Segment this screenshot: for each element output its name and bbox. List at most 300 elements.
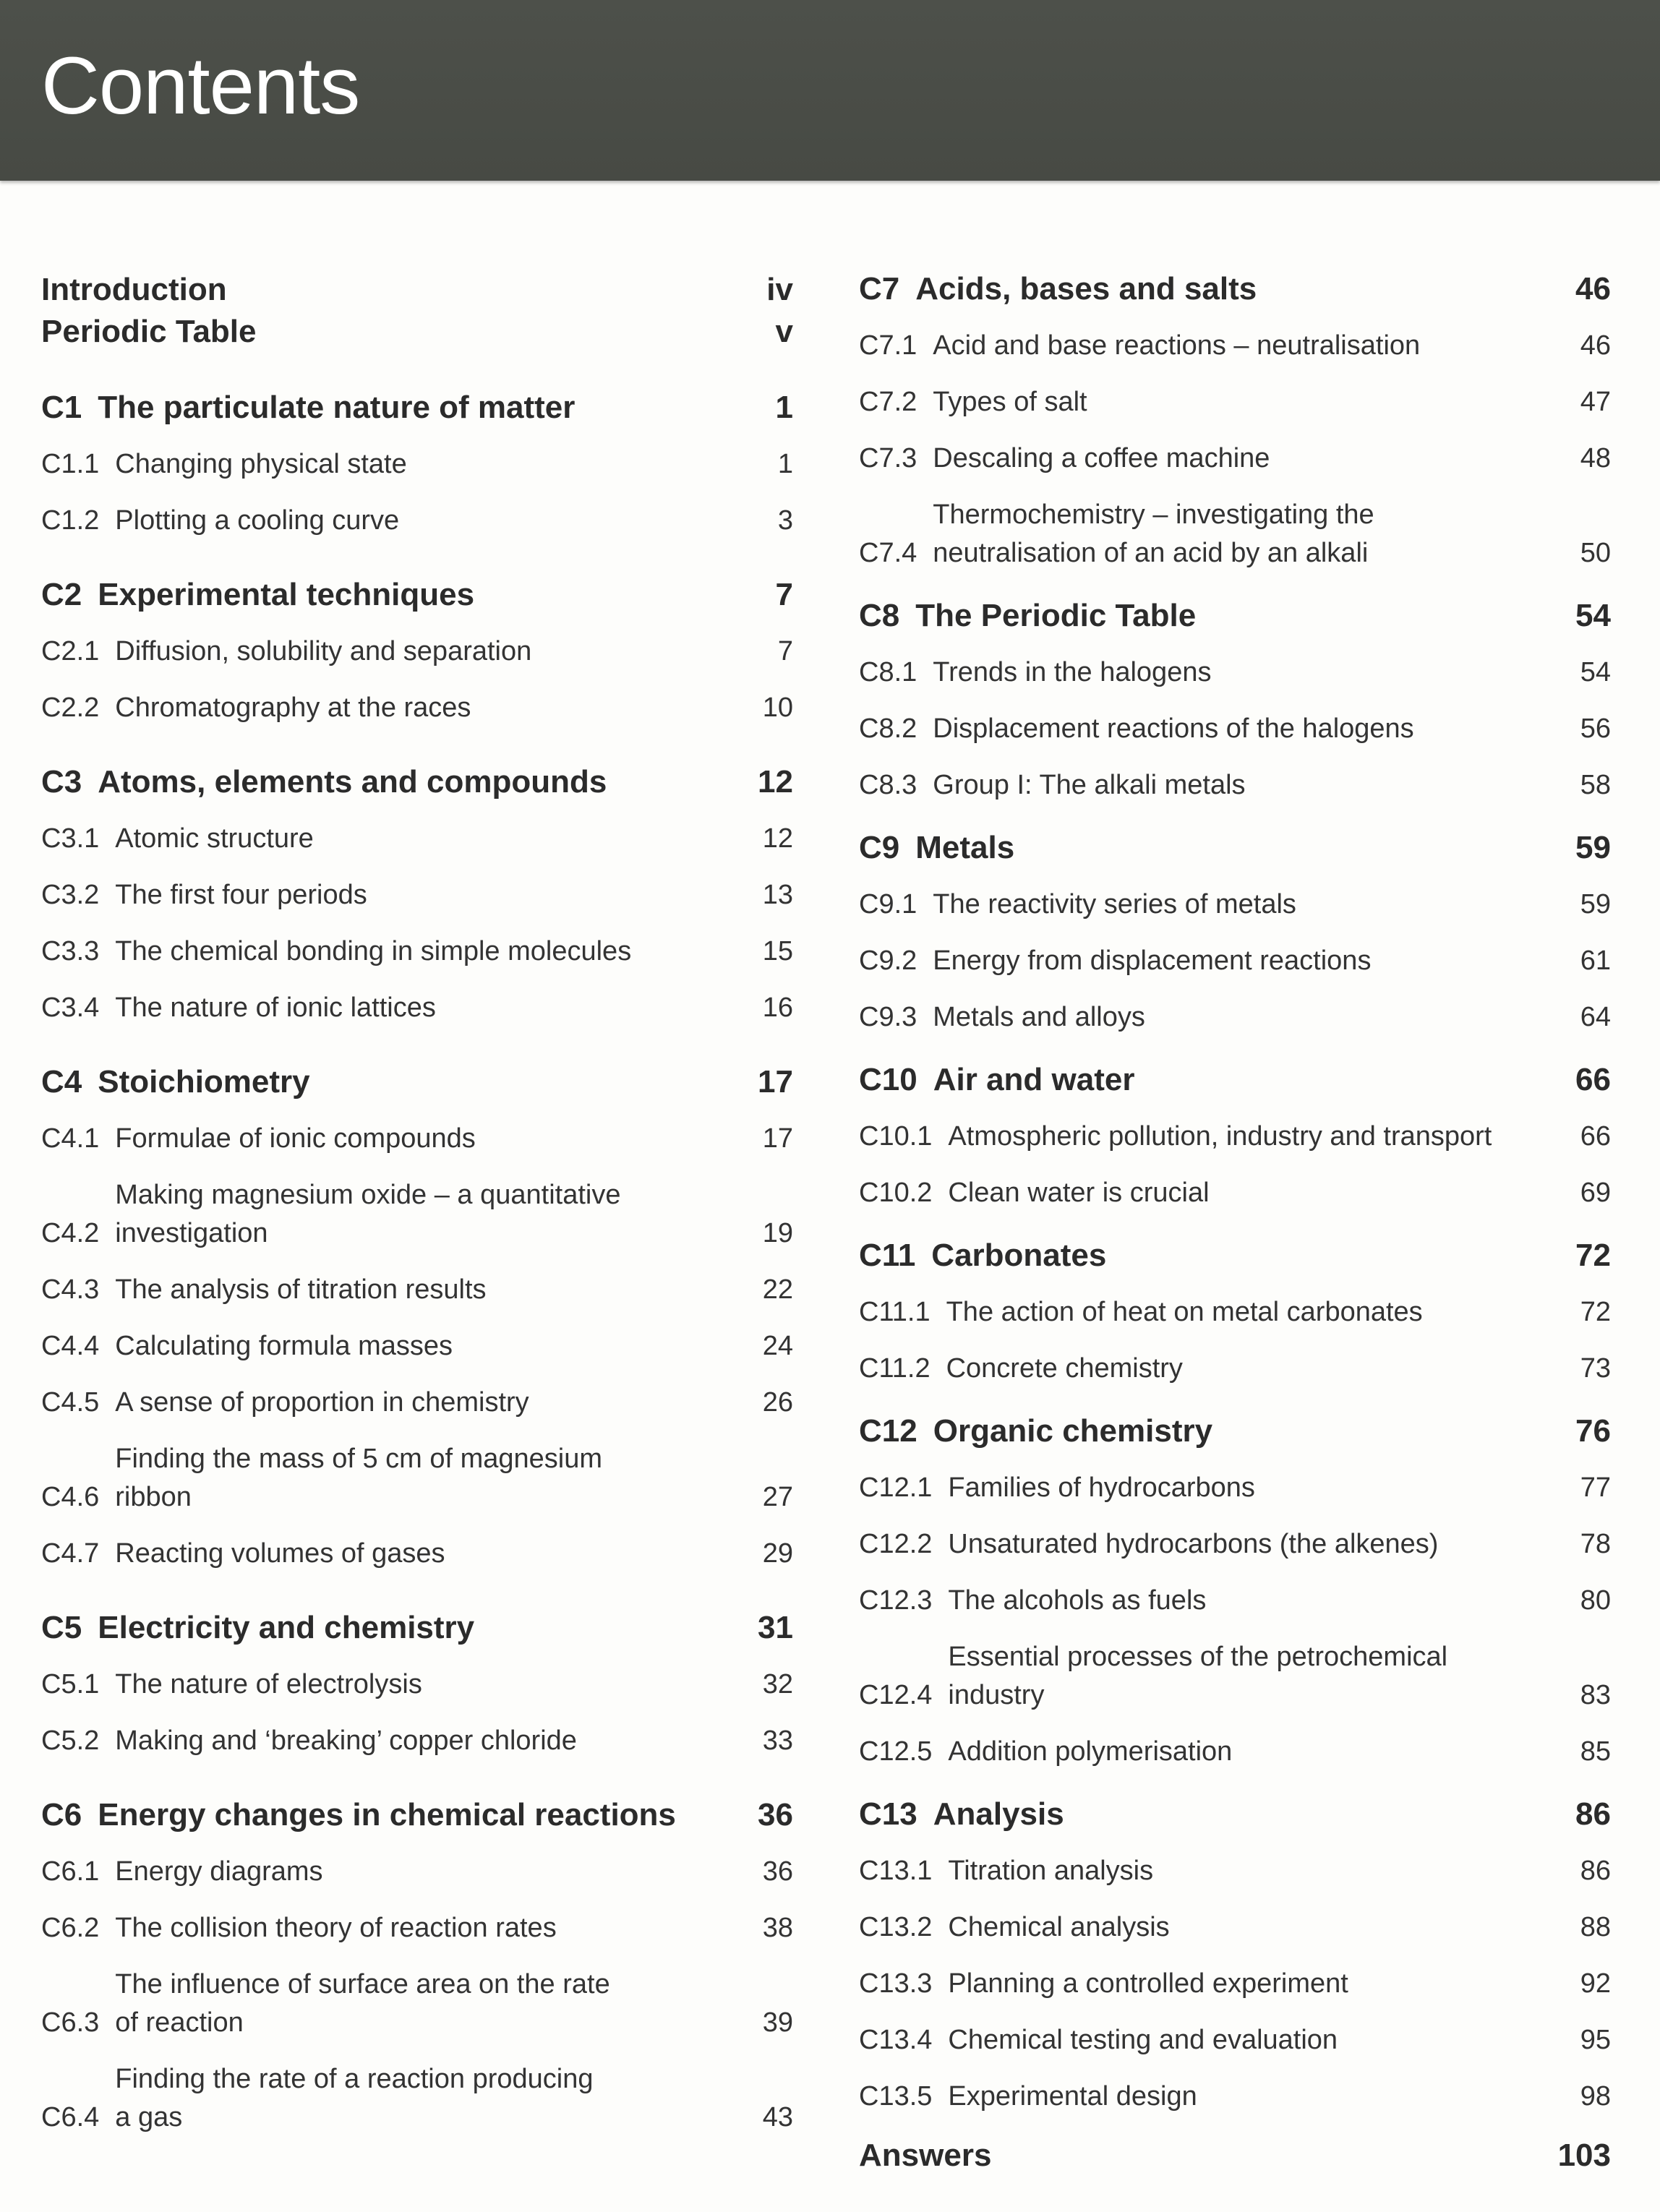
section-entry[interactable] xyxy=(41,1535,793,1573)
header-banner xyxy=(0,0,1660,181)
entry-code: C8.1 xyxy=(859,657,917,687)
section-entry[interactable] xyxy=(41,1853,793,1891)
entry-title-line: Unsaturated hydrocarbons (the alkenes) xyxy=(948,1529,1439,1559)
entry-code: C1 xyxy=(41,390,82,425)
front-matter-entry[interactable] xyxy=(41,311,793,353)
entry-title-line: Formulae of ionic compounds xyxy=(115,1123,476,1154)
entry-code: C7.1 xyxy=(859,330,917,361)
entry-title-line: Descaling a coffee machine xyxy=(933,443,1270,473)
section-entry[interactable] xyxy=(859,1293,1611,1332)
section-entry[interactable] xyxy=(859,710,1611,748)
entry-title-line: The action of heat on metal carbonates xyxy=(946,1297,1423,1327)
section-entry[interactable] xyxy=(41,1271,793,1309)
page-number: 39 xyxy=(762,2007,793,2038)
page-number: 83 xyxy=(1580,1680,1611,1710)
section-entry[interactable] xyxy=(41,689,793,727)
page-number: 1 xyxy=(777,449,793,479)
entry-code: C8 xyxy=(859,598,900,633)
section-entry[interactable] xyxy=(41,1722,793,1760)
entry-title xyxy=(115,689,748,727)
page-number: 31 xyxy=(758,1610,793,1645)
chapter-entry[interactable] xyxy=(41,575,793,615)
entry-title-line: Making magnesium oxide – a quantitative xyxy=(115,1180,621,1210)
entry-code: C3.1 xyxy=(41,823,100,854)
entry-code: C12.1 xyxy=(859,1472,933,1503)
page-number: 12 xyxy=(762,823,793,854)
entry-code: C12.4 xyxy=(859,1680,933,1710)
entry-title-line: Introduction xyxy=(41,272,227,307)
section-entry[interactable] xyxy=(859,1118,1611,1156)
entry-title-line: Types of salt xyxy=(933,387,1087,417)
section-entry[interactable] xyxy=(859,886,1611,924)
entry-code: C7.2 xyxy=(859,387,917,417)
entry-code: C3.4 xyxy=(41,993,100,1023)
page-number: 29 xyxy=(762,1538,793,1569)
page-number: 86 xyxy=(1575,1796,1611,1832)
page-number: 95 xyxy=(1580,2025,1611,2055)
entry-title xyxy=(948,1852,1565,1890)
entry-title-line: Metals xyxy=(915,830,1015,865)
entry-code: C7.4 xyxy=(859,538,917,568)
page-number: 61 xyxy=(1580,946,1611,976)
entry-title xyxy=(41,311,257,353)
entry-code: C2.2 xyxy=(41,693,100,723)
page-number: 66 xyxy=(1575,1062,1611,1097)
section-entry[interactable] xyxy=(41,445,793,484)
chapter-entry[interactable] xyxy=(41,762,793,802)
section-entry[interactable] xyxy=(859,383,1611,421)
section-entry[interactable] xyxy=(859,1582,1611,1620)
entry-title xyxy=(948,1638,1565,1715)
page-number: 36 xyxy=(758,1797,793,1832)
entry-code: C13.4 xyxy=(859,2025,933,2055)
section-entry[interactable] xyxy=(41,1327,793,1366)
section-entry[interactable] xyxy=(41,502,793,540)
entry-title xyxy=(98,575,761,615)
page-number: 78 xyxy=(1580,1529,1611,1559)
section-entry[interactable] xyxy=(859,327,1611,365)
page-number: 38 xyxy=(762,1913,793,1943)
page-number: 33 xyxy=(762,1726,793,1756)
entry-title xyxy=(115,933,748,971)
entry-code: C10.1 xyxy=(859,1121,933,1152)
page-number: 56 xyxy=(1580,713,1611,744)
entry-title xyxy=(946,1293,1566,1332)
page-number: 77 xyxy=(1580,1472,1611,1503)
page-number: 64 xyxy=(1580,1002,1611,1032)
entry-title xyxy=(98,1795,743,1835)
entry-title-line: Calculating formula masses xyxy=(115,1331,453,1361)
page-number: 36 xyxy=(762,1856,793,1887)
entry-title-line: Chemical testing and evaluation xyxy=(948,2025,1338,2055)
entry-title-line: Energy diagrams xyxy=(115,1856,323,1887)
entry-title xyxy=(948,1582,1565,1620)
entry-title-line: The analysis of titration results xyxy=(115,1274,487,1305)
section-entry[interactable] xyxy=(859,1525,1611,1564)
entry-title xyxy=(948,1118,1565,1156)
entry-title-line: Finding the rate of a reaction producing xyxy=(115,2064,594,2094)
entry-title xyxy=(115,1853,748,1891)
entry-title xyxy=(115,633,763,671)
entry-title-line: Diffusion, solubility and separation xyxy=(115,636,532,666)
chapter-entry[interactable] xyxy=(41,387,793,428)
page-number: 32 xyxy=(762,1669,793,1699)
entry-title-line: Organic chemistry xyxy=(933,1413,1213,1449)
section-entry[interactable] xyxy=(41,1384,793,1422)
section-entry[interactable] xyxy=(41,876,793,914)
section-entry[interactable] xyxy=(859,1638,1611,1715)
page-number: 1 xyxy=(775,390,793,425)
entry-code: C11.1 xyxy=(859,1297,930,1327)
section-entry[interactable] xyxy=(41,633,793,671)
section-entry[interactable] xyxy=(859,440,1611,478)
entry-title xyxy=(948,1469,1565,1507)
section-entry[interactable] xyxy=(859,1469,1611,1507)
entry-code: C13.2 xyxy=(859,1912,933,1942)
entry-title-line: Stoichiometry xyxy=(98,1064,310,1099)
section-entry[interactable] xyxy=(41,820,793,858)
entry-code: C4.6 xyxy=(41,1482,100,1512)
entry-title xyxy=(933,1060,1561,1100)
page-number: 92 xyxy=(1580,1968,1611,1999)
entry-code: C10.2 xyxy=(859,1178,933,1208)
entry-code: C11 xyxy=(859,1238,916,1273)
entry-title-line: Energy from displacement reactions xyxy=(933,946,1372,976)
entry-title-line: investigation xyxy=(115,1218,268,1248)
entry-title-line: Changing physical state xyxy=(115,449,407,479)
section-entry[interactable] xyxy=(41,1666,793,1704)
page-title: Contents xyxy=(41,40,360,131)
page-number: 48 xyxy=(1580,443,1611,473)
entry-code: C2 xyxy=(41,577,82,612)
entry-title-line: Experimental design xyxy=(948,2081,1197,2112)
entry-title-line: The particulate nature of matter xyxy=(98,390,576,425)
front-matter-entry[interactable] xyxy=(859,2135,1611,2177)
chapter-entry[interactable] xyxy=(859,828,1611,868)
page-number: 24 xyxy=(762,1331,793,1361)
page-number: 27 xyxy=(762,1482,793,1512)
entry-title xyxy=(115,1965,748,2042)
page-number: 73 xyxy=(1580,1353,1611,1384)
entry-code: C4.2 xyxy=(41,1218,100,1248)
entry-title xyxy=(115,502,763,540)
entry-title xyxy=(933,327,1565,365)
entry-code: C1.2 xyxy=(41,505,100,536)
entry-title-line: Clean water is crucial xyxy=(948,1178,1210,1208)
page-number: 59 xyxy=(1575,830,1611,865)
entry-title xyxy=(948,2021,1565,2059)
entry-title-line: The nature of electrolysis xyxy=(115,1669,422,1699)
entry-title-line: Acids, bases and salts xyxy=(915,271,1257,306)
entry-code: C6.3 xyxy=(41,2007,100,2038)
page-number: 50 xyxy=(1580,538,1611,568)
entry-title-line: Families of hydrocarbons xyxy=(948,1472,1255,1503)
entry-title-line: Atmospheric pollution, industry and transport xyxy=(948,1121,1492,1152)
entry-code: C9.3 xyxy=(859,1002,917,1032)
section-entry[interactable] xyxy=(859,2021,1611,2059)
entry-title-line: Atomic structure xyxy=(115,823,314,854)
page-number: 17 xyxy=(762,1123,793,1154)
entry-title-line: Displacement reactions of the halogens xyxy=(933,713,1414,744)
entry-code: C3 xyxy=(41,764,82,800)
page-number: 85 xyxy=(1580,1736,1611,1767)
entry-title xyxy=(115,989,748,1027)
chapter-entry[interactable] xyxy=(859,1794,1611,1835)
entry-code: C4.1 xyxy=(41,1123,100,1154)
page-number: 19 xyxy=(762,1218,793,1248)
entry-title-line: Group I: The alkali metals xyxy=(933,770,1246,800)
page-number: 54 xyxy=(1580,657,1611,687)
entry-title-line: neutralisation of an acid by an alkali xyxy=(933,538,1369,568)
entry-title xyxy=(933,998,1565,1037)
page-number: 46 xyxy=(1580,330,1611,361)
entry-code: C9.2 xyxy=(859,946,917,976)
section-entry[interactable] xyxy=(41,1176,793,1253)
entry-title-line: The Periodic Table xyxy=(915,598,1197,633)
page-number: 13 xyxy=(762,880,793,910)
entry-code: C2.1 xyxy=(41,636,100,666)
section-entry[interactable] xyxy=(859,1908,1611,1947)
entry-title xyxy=(948,1174,1565,1212)
page-number: 46 xyxy=(1575,271,1611,306)
chapter-entry[interactable] xyxy=(859,1411,1611,1452)
front-matter-entry[interactable] xyxy=(41,269,793,311)
chapter-entry[interactable] xyxy=(41,1795,793,1835)
entry-title-line: Carbonates xyxy=(931,1238,1107,1273)
entry-code: C5.2 xyxy=(41,1726,100,1756)
entry-code: C3.3 xyxy=(41,936,100,966)
page-number: 54 xyxy=(1575,598,1611,633)
entry-title-line: The nature of ionic lattices xyxy=(115,993,436,1023)
entry-title-line: Plotting a cooling curve xyxy=(115,505,400,536)
entry-code: C4.5 xyxy=(41,1387,100,1418)
entry-title xyxy=(98,1062,743,1102)
entry-title xyxy=(933,1794,1561,1835)
entry-title xyxy=(915,596,1561,636)
chapter-entry[interactable] xyxy=(41,1062,793,1102)
entry-title xyxy=(948,1965,1565,2003)
entry-title-line: Experimental techniques xyxy=(98,577,475,612)
entry-title xyxy=(933,886,1565,924)
entry-title-line: Atoms, elements and compounds xyxy=(98,764,607,800)
chapter-entry[interactable] xyxy=(41,1608,793,1648)
section-entry[interactable] xyxy=(859,766,1611,805)
entry-code: C7.3 xyxy=(859,443,917,473)
entry-title-line: The alcohols as fuels xyxy=(948,1585,1207,1616)
entry-title xyxy=(115,1909,748,1947)
entry-code: C4 xyxy=(41,1064,82,1099)
page-number: 69 xyxy=(1580,1178,1611,1208)
page-number: iv xyxy=(766,272,793,307)
entry-code: C6 xyxy=(41,1797,82,1832)
entry-title xyxy=(933,440,1565,478)
entry-code: C6.1 xyxy=(41,1856,100,1887)
entry-code: C8.3 xyxy=(859,770,917,800)
section-entry[interactable] xyxy=(41,933,793,971)
entry-title-line: industry xyxy=(948,1680,1045,1710)
entry-title xyxy=(933,653,1565,692)
page-number: v xyxy=(775,314,793,349)
entry-code: C8.2 xyxy=(859,713,917,744)
page-number: 7 xyxy=(777,636,793,666)
entry-title-line: The first four periods xyxy=(115,880,367,910)
entry-title xyxy=(115,445,763,484)
entry-title xyxy=(915,828,1561,868)
chapter-entry[interactable] xyxy=(859,596,1611,636)
entry-title xyxy=(115,820,748,858)
section-entry[interactable] xyxy=(41,989,793,1027)
page-number: 26 xyxy=(762,1387,793,1418)
entry-code: C12.3 xyxy=(859,1585,933,1616)
entry-title xyxy=(98,762,743,802)
entry-code: C4.4 xyxy=(41,1331,100,1361)
entry-title-line: Titration analysis xyxy=(948,1856,1154,1886)
page-number: 86 xyxy=(1580,1856,1611,1886)
entry-title-line: Chromatography at the races xyxy=(115,693,471,723)
entry-title-line: Concrete chemistry xyxy=(946,1353,1183,1384)
entry-code: C13.5 xyxy=(859,2081,933,2112)
section-entry[interactable] xyxy=(859,1852,1611,1890)
entry-title-line: Analysis xyxy=(933,1796,1064,1832)
entry-title xyxy=(933,766,1565,805)
entry-title xyxy=(115,1722,748,1760)
entry-title xyxy=(933,1411,1561,1452)
section-entry[interactable] xyxy=(859,1174,1611,1212)
entry-title xyxy=(41,269,227,311)
section-entry[interactable] xyxy=(859,2078,1611,2116)
page-number: 59 xyxy=(1580,889,1611,919)
entry-title-line: Making and ‘breaking’ copper chloride xyxy=(115,1726,577,1756)
entry-code: C3.2 xyxy=(41,880,100,910)
page-number: 98 xyxy=(1580,2081,1611,2112)
entry-code: C10 xyxy=(859,1062,917,1097)
entry-title-line: A sense of proportion in chemistry xyxy=(115,1387,529,1418)
entry-title xyxy=(115,1327,748,1366)
entry-title xyxy=(115,876,748,914)
entry-title xyxy=(115,1120,748,1158)
entry-title-line: Electricity and chemistry xyxy=(98,1610,475,1645)
entry-title xyxy=(115,2060,748,2137)
entry-code: C6.4 xyxy=(41,2102,100,2132)
page-number: 88 xyxy=(1580,1912,1611,1942)
entry-title-line: Planning a controlled experiment xyxy=(948,1968,1348,1999)
section-entry[interactable] xyxy=(859,496,1611,573)
entry-title xyxy=(98,387,761,428)
entry-title xyxy=(859,2135,991,2177)
chapter-entry[interactable] xyxy=(859,1235,1611,1276)
chapter-entry[interactable] xyxy=(859,269,1611,309)
section-entry[interactable] xyxy=(41,2060,793,2137)
entry-title-line: The reactivity series of metals xyxy=(933,889,1296,919)
entry-code: C13.1 xyxy=(859,1856,933,1886)
page-number: 80 xyxy=(1580,1585,1611,1616)
entry-title-line: Essential processes of the petrochemical xyxy=(948,1642,1448,1672)
entry-code: C6.2 xyxy=(41,1913,100,1943)
entry-title-line: ribbon xyxy=(115,1482,192,1512)
entry-code: C5 xyxy=(41,1610,82,1645)
entry-title xyxy=(115,1271,748,1309)
section-entry[interactable] xyxy=(859,1733,1611,1771)
entry-title xyxy=(931,1235,1561,1276)
entry-code: C13.3 xyxy=(859,1968,933,1999)
page-number: 3 xyxy=(777,505,793,536)
entry-title xyxy=(115,1440,748,1517)
section-entry[interactable] xyxy=(859,653,1611,692)
entry-title xyxy=(948,1733,1565,1771)
entry-title xyxy=(933,710,1565,748)
entry-code: C7 xyxy=(859,271,900,306)
entry-title xyxy=(115,1535,748,1573)
entry-code: C9.1 xyxy=(859,889,917,919)
entry-title-line: of reaction xyxy=(115,2007,244,2038)
entry-title xyxy=(933,383,1565,421)
chapter-entry[interactable] xyxy=(859,1060,1611,1100)
entry-title-line: Reacting volumes of gases xyxy=(115,1538,445,1569)
entry-code: C4.7 xyxy=(41,1538,100,1569)
page-number: 103 xyxy=(1557,2138,1611,2173)
entry-title xyxy=(915,269,1561,309)
contents-column-right xyxy=(859,269,1611,2177)
section-entry[interactable] xyxy=(41,1120,793,1158)
page-number: 72 xyxy=(1575,1238,1611,1273)
entry-title-line: Metals and alloys xyxy=(933,1002,1145,1032)
section-entry[interactable] xyxy=(859,942,1611,980)
contents-column-left xyxy=(41,269,793,2155)
section-entry[interactable] xyxy=(41,1909,793,1947)
section-entry[interactable] xyxy=(41,1965,793,2042)
entry-code: C1.1 xyxy=(41,449,100,479)
entry-title xyxy=(946,1350,1566,1388)
entry-code: C12.5 xyxy=(859,1736,933,1767)
entry-title-line: Acid and base reactions – neutralisation xyxy=(933,330,1421,361)
section-entry[interactable] xyxy=(41,1440,793,1517)
entry-title xyxy=(948,1525,1565,1564)
entry-code: C5.1 xyxy=(41,1669,100,1699)
entry-title xyxy=(933,942,1565,980)
entry-title xyxy=(115,1666,748,1704)
section-entry[interactable] xyxy=(859,998,1611,1037)
entry-code: C4.3 xyxy=(41,1274,100,1305)
entry-title-line: a gas xyxy=(115,2102,183,2132)
page-number: 76 xyxy=(1575,1413,1611,1449)
entry-title-line: Trends in the halogens xyxy=(933,657,1212,687)
entry-code: C12 xyxy=(859,1413,917,1449)
page-number: 43 xyxy=(762,2102,793,2132)
section-entry[interactable] xyxy=(859,1965,1611,2003)
entry-title-line: The influence of surface area on the rate xyxy=(115,1969,610,1999)
entry-code: C12.2 xyxy=(859,1529,933,1559)
entry-title-line: Chemical analysis xyxy=(948,1912,1170,1942)
section-entry[interactable] xyxy=(859,1350,1611,1388)
entry-title-line: The collision theory of reaction rates xyxy=(115,1913,557,1943)
entry-title-line: Energy changes in chemical reactions xyxy=(98,1797,676,1832)
page-number: 58 xyxy=(1580,770,1611,800)
page-number: 47 xyxy=(1580,387,1611,417)
page-number: 7 xyxy=(775,577,793,612)
entry-title xyxy=(98,1608,743,1648)
entry-title xyxy=(115,1176,748,1253)
page-number: 16 xyxy=(762,993,793,1023)
entry-title xyxy=(115,1384,748,1422)
page-number: 22 xyxy=(762,1274,793,1305)
entry-title xyxy=(948,2078,1565,2116)
page-number: 72 xyxy=(1580,1297,1611,1327)
entry-code: C9 xyxy=(859,830,900,865)
entry-title-line: Periodic Table xyxy=(41,314,257,349)
page-number: 66 xyxy=(1580,1121,1611,1152)
page-number: 15 xyxy=(762,936,793,966)
entry-title-line: Thermochemistry – investigating the xyxy=(933,500,1374,530)
